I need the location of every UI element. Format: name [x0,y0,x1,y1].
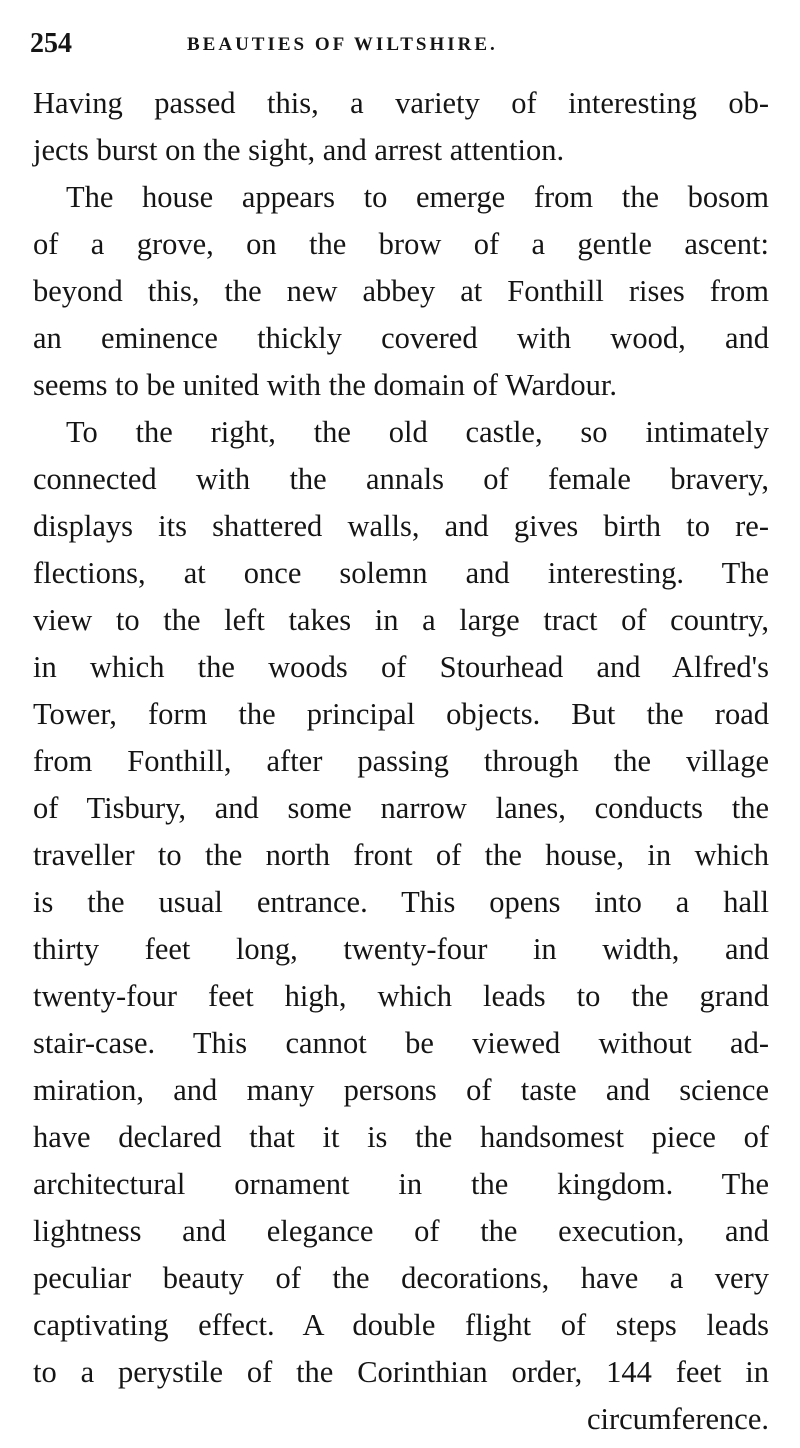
body-text [33,80,769,1443]
text-line: stair-case. This cannot be viewed without ad- [33,1026,769,1060]
text-line: lightness and elegance of the execution, and [33,1214,769,1248]
text-line: is the usual entrance. This opens into a hall [33,885,769,919]
text-line: displays its shattered walls, and gives birth to re- [33,509,769,543]
text-line: Tower, form the principal objects. But the road [33,697,769,731]
text-line: of a grove, on the brow of a gentle ascent: [33,227,769,261]
text-line: Having passed this, a variety of interesting ob- [33,86,769,120]
text-line: from Fonthill, after passing through the village [33,744,769,778]
text-line: view to the left takes in a large tract of country, [33,603,769,637]
running-head: BEAUTIES OF WILTSHIRE. [187,34,498,55]
text-line: circumference. [586,1402,769,1436]
text-line: To the right, the old castle, so intimately [66,415,769,449]
text-line: peculiar beauty of the decorations, have a very [33,1261,769,1295]
text-line: of Tisbury, and some narrow lanes, conducts the [33,791,769,825]
text-line: miration, and many persons of taste and science [33,1073,769,1107]
text-line: The house appears to emerge from the bosom [66,180,769,214]
text-line: have declared that it is the handsomest piece of [33,1120,769,1154]
text-line: flections, at once solemn and interesting. The [33,556,769,590]
text-line: twenty-four feet high, which leads to the grand [33,979,769,1013]
text-line: an eminence thickly covered with wood, and [33,321,769,355]
text-line: in which the woods of Stourhead and Alfred's [33,650,769,684]
text-line: captivating effect. A double flight of steps leads [33,1308,769,1342]
page-header [30,22,770,66]
text-line: thirty feet long, twenty-four in width, and [33,932,769,966]
text-line: connected with the annals of female bravery, [33,462,769,496]
text-line: jects burst on the sight, and arrest attention. [33,133,565,167]
page-number: 254 [30,28,72,59]
text-line: seems to be united with the domain of Wardour. [33,368,617,402]
text-line: architectural ornament in the kingdom. The [33,1167,769,1201]
text-line: traveller to the north front of the house, in which [33,838,769,872]
text-line: to a perystile of the Corinthian order, 144 feet in [33,1355,769,1389]
text-line: beyond this, the new abbey at Fonthill rises from [33,274,769,308]
